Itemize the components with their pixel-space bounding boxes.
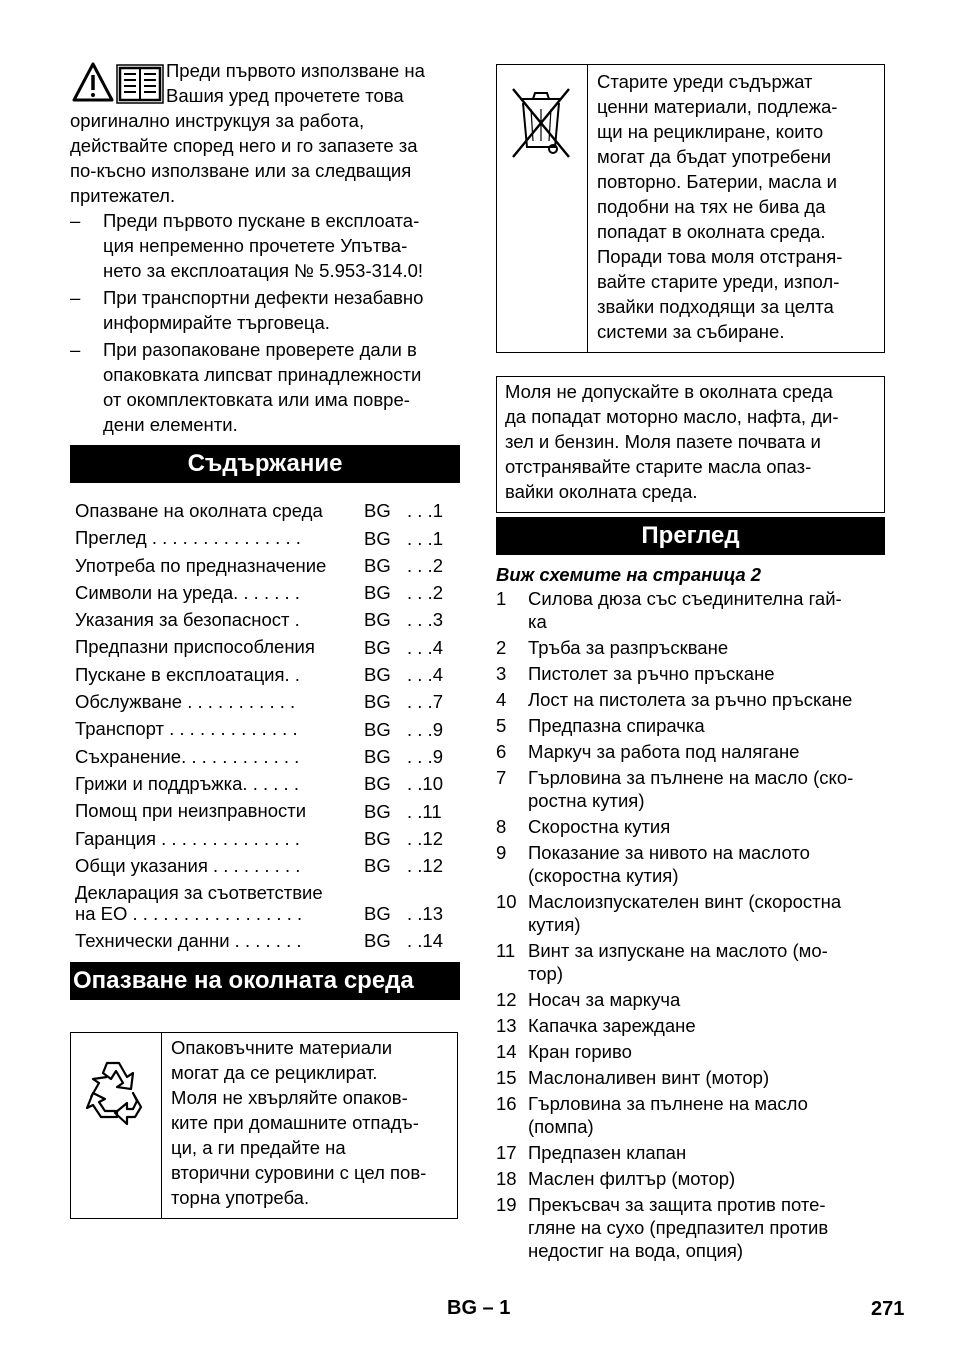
intro-text-line: Преди първото използване на — [166, 60, 425, 81]
toc-page: . . .9 — [407, 718, 443, 740]
page-number: 271 — [871, 1298, 905, 1320]
toc-page: . .12 — [407, 827, 443, 849]
list-item — [496, 740, 885, 763]
item-number: 2 — [496, 637, 507, 658]
toc-page: . . .9 — [407, 745, 443, 767]
toc-entry[interactable] — [70, 743, 460, 770]
list-item — [496, 636, 885, 659]
list-item — [496, 587, 885, 633]
toc-lang: BG — [364, 691, 391, 713]
toc-lang: BG — [364, 527, 391, 549]
old-devices-notice-text — [597, 65, 884, 352]
list-item — [496, 1167, 885, 1190]
toc-title: Опазване на околната среда — [75, 500, 323, 521]
list-item — [496, 841, 885, 887]
toc-lang: BG — [364, 636, 391, 658]
item-number: 14 — [496, 1041, 517, 1062]
item-line: недостиг на вода, опция) — [528, 1240, 744, 1261]
toc-entry[interactable] — [70, 852, 460, 879]
toc-entry[interactable] — [70, 661, 460, 688]
text-line: да попадат моторно масло, нафта, ди- — [505, 406, 839, 427]
overview-subheading: Виж схемите на страница 2 — [496, 564, 762, 585]
toc-title: Гаранция . . . . . . . . . . . . . . — [75, 827, 300, 849]
toc-entry[interactable] — [70, 715, 460, 742]
toc-page: . .14 — [407, 930, 443, 952]
toc-page: . . .4 — [407, 664, 443, 686]
toc-title: Преглед . . . . . . . . . . . . . . . — [75, 527, 301, 549]
toc-page: . . .2 — [407, 582, 443, 604]
recycle-notice-text — [171, 1033, 457, 1218]
toc-entry[interactable] — [70, 879, 460, 927]
item-line: Маслоналивен винт (мотор) — [528, 1067, 770, 1088]
toc-title: Общи указания . . . . . . . . . — [75, 854, 301, 876]
list-item — [496, 1193, 885, 1262]
toc-page: . .13 — [407, 903, 443, 925]
toc-entry[interactable] — [70, 579, 460, 606]
toc-lang: BG — [364, 930, 391, 952]
toc-entry[interactable] — [70, 770, 460, 797]
intro-text-line: по-късно използване или за следващия — [70, 160, 412, 181]
toc-title: Употреба по предназначение — [75, 554, 327, 576]
toc-entry[interactable] — [70, 633, 460, 660]
right-column — [496, 64, 885, 1265]
toc-entry[interactable] — [70, 524, 460, 551]
toc-entry[interactable] — [70, 797, 460, 824]
item-line: Маслоизпускателен винт (скоростна — [528, 891, 842, 912]
item-line: тор) — [528, 963, 564, 984]
toc-lang: BG — [364, 718, 391, 740]
item-line: Показание за нивото на маслото — [528, 842, 810, 863]
list-item — [496, 1066, 885, 1089]
toc-title-line: на ЕО . . . . . . . . . . . . . . . . . — [75, 903, 303, 925]
intro-block — [70, 58, 460, 437]
item-line: кутия) — [528, 914, 581, 935]
recycle-notice-box — [70, 1032, 458, 1219]
bullet-line: При разопаковане проверете дали в — [103, 339, 417, 360]
item-number: 1 — [496, 588, 507, 609]
item-line: Капачка зареждане — [528, 1015, 696, 1036]
overview-heading: Преглед — [496, 517, 885, 555]
list-item — [496, 688, 885, 711]
dash-marker: – — [70, 210, 81, 231]
text-line: отстранявайте старите масла опаз- — [505, 456, 812, 477]
item-line: Скоростна кутия — [528, 816, 671, 837]
list-item — [70, 208, 460, 283]
left-column — [70, 58, 460, 1219]
item-line: Силова дюза със съединителна гай- — [528, 588, 842, 609]
dash-marker: – — [70, 339, 81, 360]
item-line: Предпазна спирачка — [528, 715, 705, 736]
text-line: торна употреба. — [171, 1187, 310, 1209]
item-line: (скоростна кутия) — [528, 865, 679, 886]
toc-title: Транспорт . . . . . . . . . . . . . — [75, 718, 298, 740]
list-item — [496, 662, 885, 685]
item-line: Винт за изпускане на маслото (мо- — [528, 940, 828, 961]
manual-book-icon — [117, 65, 163, 103]
bullet-line: нето за експлоатация № 5.953-314.0! — [103, 260, 424, 281]
toc-title — [75, 882, 323, 924]
item-number: 12 — [496, 989, 517, 1010]
bullet-line: информирайте търговеца. — [103, 312, 330, 333]
toc-page: . . .1 — [407, 527, 443, 549]
dash-marker: – — [70, 287, 81, 308]
item-number: 7 — [496, 767, 507, 788]
crossed-bin-icon — [497, 77, 587, 167]
text-line: ценни материали, подлежа- — [597, 96, 838, 117]
intro-text-line: притежател. — [70, 185, 176, 206]
list-item — [70, 285, 460, 335]
bullet-line: дени елементи. — [103, 414, 238, 435]
item-number: 11 — [496, 940, 516, 961]
section-page-label: BG – 1 — [447, 1297, 511, 1319]
toc-entry[interactable] — [70, 606, 460, 633]
toc-title-line: Декларация за съответствие — [75, 882, 323, 904]
list-item — [496, 815, 885, 838]
bullet-line: опаковката липсват принадлежности — [103, 364, 422, 385]
item-number: 17 — [496, 1142, 517, 1163]
item-line: Маркуч за работа под налягане — [528, 741, 800, 762]
toc-entry[interactable] — [70, 927, 460, 954]
toc-entry[interactable] — [70, 552, 460, 579]
item-number: 5 — [496, 715, 507, 736]
text-line: вайки околната среда. — [505, 481, 698, 502]
toc-page: . . .7 — [407, 691, 443, 713]
toc-page: . .10 — [407, 773, 443, 795]
item-number: 9 — [496, 842, 507, 863]
crossed-bin-icon-cell — [497, 65, 588, 352]
warning-manual-icons — [72, 62, 164, 104]
item-number: 6 — [496, 741, 507, 762]
text-line: Опаковъчните материали — [171, 1037, 393, 1059]
list-item — [496, 1141, 885, 1164]
text-line: Поради това моля отстраня- — [597, 246, 843, 267]
text-line: ци, а ги предайте на — [171, 1137, 346, 1159]
toc-page: . . .3 — [407, 609, 443, 631]
bullet-line: от окомплектовката или има повре- — [103, 389, 410, 410]
list-item — [496, 939, 885, 985]
list-item — [70, 337, 460, 437]
overview-parts-list — [496, 587, 885, 1262]
toc-lang: BG — [364, 500, 391, 522]
item-number: 15 — [496, 1067, 517, 1088]
text-line: попадат в околната среда. — [597, 221, 826, 242]
toc-title: Обслужване . . . . . . . . . . . — [75, 691, 296, 713]
old-devices-notice-box — [496, 64, 885, 353]
text-line: могат да бъдат употребени — [597, 146, 832, 167]
text-line: ките при домашните отпадъ- — [171, 1112, 419, 1134]
item-number: 4 — [496, 689, 507, 710]
toc-lang: BG — [364, 554, 391, 576]
toc-title: Предпазни приспособления — [75, 636, 315, 658]
toc-entry[interactable] — [70, 688, 460, 715]
toc-entry[interactable] — [70, 825, 460, 852]
toc-page: . . .2 — [407, 554, 443, 576]
item-number: 3 — [496, 663, 507, 684]
item-number: 13 — [496, 1015, 517, 1036]
item-number: 10 — [496, 891, 517, 912]
list-item — [496, 1014, 885, 1037]
toc-entry[interactable] — [70, 497, 460, 524]
text-line: Старите уреди съдържат — [597, 71, 813, 92]
toc-title: Технически данни . . . . . . . — [75, 930, 302, 952]
env-heading: Опазване на околната среда — [70, 962, 460, 1000]
text-line: щи на рециклиране, които — [597, 121, 824, 142]
text-line: вторични суровини с цел пов- — [171, 1162, 427, 1184]
intro-bullet-list — [70, 208, 460, 437]
toc-title: Пускане в експлоатация. . — [75, 663, 300, 685]
toc-lang: BG — [364, 609, 391, 631]
item-line: ка — [528, 611, 547, 632]
item-line: гляне на сухо (предпазител против — [528, 1217, 829, 1238]
bullet-line: При транспортни дефекти незабавно — [103, 287, 424, 308]
item-number: 16 — [496, 1093, 517, 1114]
item-line: Гърловина за пълнене на масло (ско- — [528, 767, 854, 788]
list-item — [496, 766, 885, 812]
toc-lang: BG — [364, 800, 391, 822]
item-line: Предпазен клапан — [528, 1142, 687, 1163]
item-number: 19 — [496, 1194, 517, 1215]
text-line: повторно. Батерии, масла и — [597, 171, 837, 192]
list-item — [496, 1092, 885, 1138]
toc-lang: BG — [364, 582, 391, 604]
intro-text-line: Вашия уред прочетете това — [166, 85, 404, 106]
item-line: Носач за маркуча — [528, 989, 681, 1010]
text-line: звайки подходящи за целта — [597, 296, 834, 317]
toc-title: Символи на уреда. . . . . . . — [75, 581, 300, 603]
intro-text-line: действайте според него и го запазете за — [70, 135, 418, 156]
toc-heading: Съдържание — [70, 445, 460, 483]
toc-page: . .12 — [407, 855, 443, 877]
item-line: Пистолет за ръчно пръскане — [528, 663, 775, 684]
text-line: подобни на тях не бива да — [597, 196, 826, 217]
text-line: зел и бензин. Моля пазете почвата и — [505, 431, 821, 452]
item-line: Прекъсвач за защита против поте- — [528, 1194, 826, 1215]
recycle-icon-cell — [71, 1033, 162, 1218]
item-line: (помпа) — [528, 1116, 594, 1137]
item-number: 8 — [496, 816, 507, 837]
intro-text-line: оригинално инструкцуя за работа, — [70, 110, 365, 131]
toc-title: Грижи и поддръжка. . . . . . — [75, 772, 299, 794]
bullet-line: ция непременно прочетете Упътва- — [103, 235, 408, 256]
item-line: Кран гориво — [528, 1041, 632, 1062]
toc-lang: BG — [364, 855, 391, 877]
text-line: Моля не допускайте в околната среда — [505, 381, 833, 402]
toc-lang: BG — [364, 773, 391, 795]
toc-page: . .11 — [407, 800, 442, 822]
bullet-line: Преди първото пускане в експлоата- — [103, 210, 420, 231]
toc-lang: BG — [364, 827, 391, 849]
toc-page: . . .4 — [407, 636, 443, 658]
text-line: системи за събиране. — [597, 321, 785, 342]
toc-lang: BG — [364, 664, 391, 686]
recycle-icon — [71, 1041, 161, 1131]
item-line: Тръба за разпръскване — [528, 637, 729, 658]
item-line: Лост на пистолета за ръчно пръскане — [528, 689, 853, 710]
toc-title: Съхранение. . . . . . . . . . . . — [75, 745, 300, 767]
toc-page: . . .1 — [407, 500, 443, 522]
toc-title: Помощ при неизправности — [75, 800, 307, 822]
text-line: могат да се рециклират. — [171, 1062, 378, 1084]
item-number: 18 — [496, 1168, 517, 1189]
warning-triangle-icon — [74, 64, 112, 100]
list-item — [496, 890, 885, 936]
toc-lang: BG — [364, 745, 391, 767]
text-line: вайте старите уреди, изпол- — [597, 271, 840, 292]
oil-notice-box — [496, 376, 885, 513]
list-item — [496, 988, 885, 1011]
toc-lang: BG — [364, 903, 391, 925]
item-line: ростна кутия) — [528, 790, 645, 811]
list-item — [496, 1040, 885, 1063]
toc-title: Указания за безопасност . — [75, 609, 300, 631]
text-line: Моля не хвърляйте опаков- — [171, 1087, 408, 1109]
item-line: Гърловина за пълнене на масло — [528, 1093, 808, 1114]
item-line: Маслен филтър (мотор) — [528, 1168, 736, 1189]
list-item — [496, 714, 885, 737]
table-of-contents — [70, 497, 460, 954]
